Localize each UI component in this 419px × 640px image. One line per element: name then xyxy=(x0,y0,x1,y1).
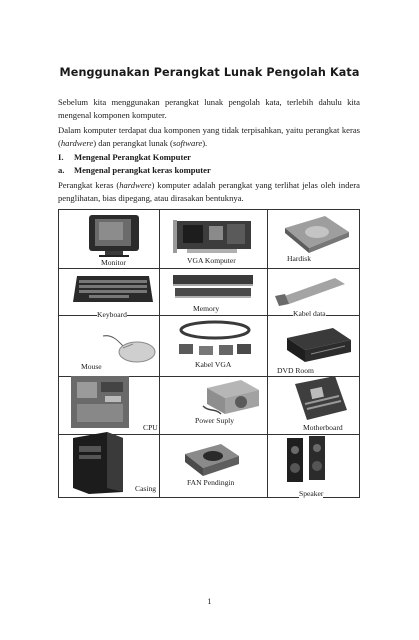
label-monitor: Monitor xyxy=(101,258,126,267)
subsection-number: a. xyxy=(58,165,65,175)
label-kabel-vga: Kabel VGA xyxy=(195,360,232,369)
section-heading-text: Mengenal Perangkat Komputer xyxy=(74,152,191,162)
col-divider xyxy=(159,210,160,497)
label-keyboard: Keyboard xyxy=(97,310,127,319)
label-kabel-data: Kabel data xyxy=(293,309,326,318)
label-power-supply: Power Suply xyxy=(195,416,235,425)
page-number: 1 xyxy=(207,597,212,606)
memory-image xyxy=(171,273,255,299)
row-divider xyxy=(59,268,359,269)
components-paragraph xyxy=(58,124,360,149)
label-fan-pendingin: FAN Pendingin xyxy=(187,478,235,487)
section-heading xyxy=(58,152,191,162)
motherboard-image xyxy=(291,376,349,422)
definition-text-2: ) komputer adalah perangkat yang terlihat jelas oleh indera penglihatan, bias dipegang, atau dirasakan bentuknya. xyxy=(58,180,360,203)
power-supply-image xyxy=(201,378,263,416)
label-vga: VGA Komputer xyxy=(187,256,236,265)
casing-image xyxy=(71,432,125,494)
definition-text-1: Perangkat keras ( xyxy=(58,180,120,190)
col-divider xyxy=(267,210,268,497)
hardware-table xyxy=(58,209,360,498)
speaker-image xyxy=(285,434,331,484)
monitor-image xyxy=(87,214,141,258)
label-casing: Casing xyxy=(135,484,157,493)
components-text-2: ) dan perangkat lunak ( xyxy=(93,137,173,148)
definition-term: hardwere xyxy=(119,180,152,190)
intro-paragraph: Sebelum kita menggunakan perangkat lunak pengolah kata, terlebih dahulu kita mengenal komponen komputer. xyxy=(58,97,360,120)
software-term: software xyxy=(172,137,203,148)
label-motherboard: Motherboard xyxy=(303,423,343,432)
dvd-room-image xyxy=(283,326,353,364)
definition-paragraph xyxy=(58,179,360,204)
page-title: Menggunakan Perangkat Lunak Pengolah Kata xyxy=(59,66,360,79)
vga-card-image xyxy=(173,218,255,256)
hardware-term: hardwere xyxy=(60,137,94,148)
components-text-1: Dalam komputer terdapat dua komponen yang tidak terpisahkan, yaitu perangkat keras ( xyxy=(58,125,360,148)
label-dvd-room: DVD Room xyxy=(277,366,314,375)
keyboard-image xyxy=(73,272,153,306)
label-speaker: Speaker xyxy=(299,489,324,498)
label-memory: Memory xyxy=(193,304,220,313)
kabel-vga-image xyxy=(173,318,257,362)
label-mouse: Mouse xyxy=(81,362,102,371)
mouse-image xyxy=(99,332,157,366)
label-hardisk: Hardisk xyxy=(287,254,312,263)
fan-image xyxy=(181,440,243,480)
subsection-heading xyxy=(58,165,211,175)
components-text-3: ). xyxy=(202,137,208,148)
subsection-heading-text: Mengenal perangkat keras komputer xyxy=(74,165,211,175)
section-number: I. xyxy=(58,152,64,162)
hardisk-image xyxy=(279,214,351,254)
cpu-image xyxy=(69,376,131,428)
label-cpu: CPU xyxy=(143,423,158,432)
kabel-data-image xyxy=(275,272,349,308)
